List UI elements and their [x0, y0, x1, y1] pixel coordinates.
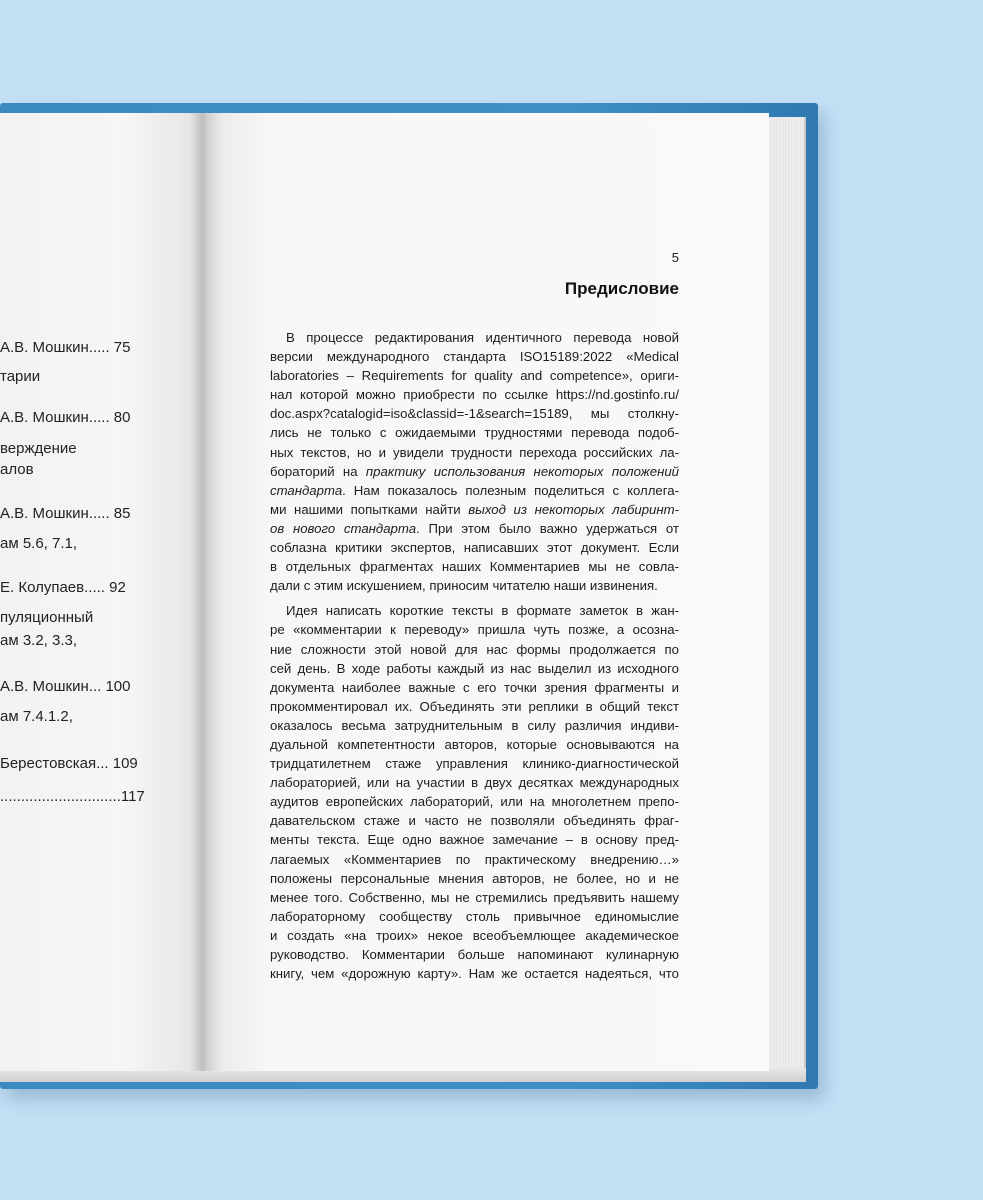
- text-line: [270, 481, 679, 500]
- toc-line: .............................117: [0, 788, 145, 805]
- text-line: ных текстов, но и увидели трудности перехода российских ла-: [270, 444, 679, 460]
- text-line: руководство. Комментарии больше напоминают кулинарную: [270, 947, 679, 962]
- toc-line: пуляционный: [0, 609, 94, 626]
- italic-run: практику использования некоторых положений: [365, 463, 679, 479]
- text-line: положены персональные мнения авторов, не более, но и не: [270, 870, 679, 886]
- text-line: дали с этим искушением, приносим читателю наши извинения.: [270, 578, 658, 594]
- page-title: Предисловие: [564, 279, 679, 298]
- toc-line: ам 7.4.1.2,: [0, 708, 73, 725]
- paragraph-1: [270, 328, 679, 595]
- text-line: В процессе редактирования идентичного перевода новой: [286, 330, 679, 345]
- text-line: ние сложности этой новой для нас формы продолжается по: [270, 641, 679, 657]
- text-line: в отдельных фрагментах наших Комментариев мы не совла-: [270, 559, 679, 575]
- toc-line: ам 5.6, 7.1,: [0, 535, 78, 552]
- toc-line: тарии: [0, 368, 41, 385]
- toc-line: А.В. Мошкин..... 75: [0, 339, 131, 356]
- page-number: 5: [671, 250, 679, 265]
- toc-line: А.В. Мошкин... 100: [0, 678, 131, 695]
- text-run: бораторий на: [270, 463, 366, 479]
- text-line: аудитов европейских лабораторий, или на многолетнем препо-: [270, 794, 679, 810]
- text-line: лись не только с ожидаемыми трудностями перевода подоб-: [270, 425, 679, 441]
- text-line: сей день. В ходе работы каждый из нас выделил из исходного: [270, 660, 679, 676]
- text-line: лабораторией, или на участии в двух десятках международных: [270, 775, 679, 791]
- text-line: давательском стаже и часто не позволяли объединять фраг-: [270, 813, 679, 829]
- text-line: оказалось весьма затруднительным в силу различия индиви-: [270, 717, 679, 733]
- text-run: . При этом было важно удержаться от: [416, 520, 680, 536]
- text-line: laboratories – Requirements for quality and competence», ориги-: [270, 368, 679, 384]
- italic-run: выход из некоторых лабиринт-: [468, 501, 679, 517]
- text-line: менее того. Собственно, мы не стремились предъявить нашему: [270, 889, 679, 905]
- text-line: ре «комментарии к переводу» пришла чуть позже, а осозна-: [270, 622, 679, 638]
- toc-line: верждение: [0, 440, 77, 457]
- left-page: [0, 113, 205, 1071]
- toc-line: А.В. Мошкин..... 85: [0, 505, 131, 522]
- text-run: ми нашими попытками найти: [270, 501, 469, 517]
- toc-line: Е. Колупаев..... 92: [0, 579, 126, 596]
- text-line: Идея написать короткие тексты в формате заметок в жан-: [286, 603, 679, 619]
- toc-line: ам 3.2, 3.3,: [0, 632, 78, 649]
- text-line: версии международного стандарта ISO15189:2022 «Medical: [270, 349, 679, 365]
- italic-run: ов нового стандарта: [270, 520, 417, 536]
- text-line: [270, 500, 679, 519]
- toc-line: алов: [0, 461, 34, 478]
- text-run: . Нам показалось полезным поделиться с коллега-: [342, 482, 679, 498]
- text-line: дуальной компетентности авторов, которые основываются на: [270, 736, 679, 752]
- text-line: книгу, чем «дорожную карту». Нам же остается надеяться, что: [270, 966, 679, 982]
- text-line: документа наиболее важные с его точки зрения фрагменты и: [270, 679, 679, 695]
- text-line: лабораторному сообществу столь привычное единомыслие: [270, 908, 679, 924]
- text-line: соблазна критики экспертов, написавших этот документ. Если: [270, 540, 679, 556]
- text-line: [270, 462, 679, 481]
- toc-line: Берестовская... 109: [0, 755, 138, 772]
- text-line: прокомментировал их. Объединять эти реплики в общий текст: [270, 698, 679, 714]
- paragraph-2: [270, 601, 679, 983]
- right-page: [203, 113, 769, 1071]
- text-line: [270, 519, 679, 538]
- italic-run: стандарта: [270, 482, 343, 498]
- text-line: и создать «на троих» некое всеобъемлющее академическое: [270, 927, 679, 943]
- text-line: лагаемых «Комментариев по практическому внедрению…»: [270, 851, 679, 867]
- text-line: нал которой можно приобрести по ссылке https://nd.gostinfo.ru/: [270, 387, 679, 403]
- text-line: тридцатилетнем стаже управления клинико-диагностической: [270, 756, 679, 772]
- toc-line: А.В. Мошкин..... 80: [0, 409, 131, 426]
- page-block-edge: [768, 117, 806, 1070]
- preface-text: [270, 328, 679, 989]
- text-line: doc.aspx?catalogid=iso&classid=-1&search=15189, мы столкну-: [270, 406, 679, 422]
- text-line: менты текста. Еще одно важное замечание – в основу пред-: [270, 832, 679, 848]
